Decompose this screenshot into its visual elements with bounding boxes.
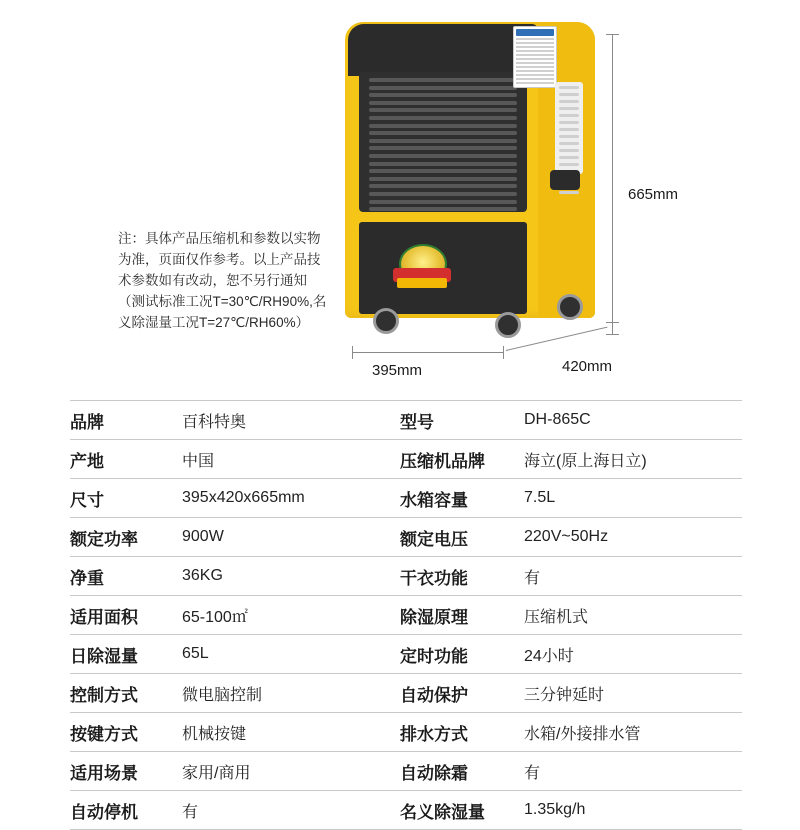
spec-key: 尺寸 <box>70 479 182 518</box>
spec-value: 有 <box>182 791 400 830</box>
spec-key: 产地 <box>70 440 182 479</box>
energy-label-badge-icon <box>393 244 451 292</box>
side-exhaust-vent-icon <box>555 82 583 174</box>
spec-key: 额定功率 <box>70 518 182 557</box>
table-row <box>70 635 742 674</box>
product-note-text: 注：具体产品压缩机和参数以实物为准，页面仅作参考。以上产品技术参数如有改动，恕不另行通知（测试标准工况T=30℃/RH90%,名义除湿量工况T=27℃/RH60%） <box>118 231 327 330</box>
spec-key: 控制方式 <box>70 674 182 713</box>
specification-table <box>70 400 742 830</box>
spec-value: 65-100㎡ <box>182 596 400 635</box>
caster-wheel-icon <box>557 294 583 320</box>
height-dimension-tick-top <box>606 34 619 35</box>
table-row <box>70 479 742 518</box>
spec-key: 适用面积 <box>70 596 182 635</box>
machine-top-panel <box>348 24 538 76</box>
carry-handle-icon <box>550 170 580 190</box>
table-row <box>70 791 742 830</box>
spec-key: 自动停机 <box>70 791 182 830</box>
spec-sticker-icon <box>513 26 557 88</box>
table-row <box>70 596 742 635</box>
width-dimension-label: 395mm <box>372 362 423 379</box>
spec-value: 中国 <box>182 440 400 479</box>
spec-key: 定时功能 <box>400 635 524 674</box>
spec-key: 额定电压 <box>400 518 524 557</box>
spec-value: 压缩机式 <box>524 596 742 635</box>
spec-value: 900W <box>182 518 400 557</box>
depth-dimension-tick-far <box>606 322 619 323</box>
table-row <box>70 518 742 557</box>
width-dimension-tick-left <box>352 346 353 359</box>
spec-key: 名义除湿量 <box>400 791 524 830</box>
spec-value: 百科特奥 <box>182 401 400 440</box>
spec-value: 三分钟延时 <box>524 674 742 713</box>
spec-value: 家用/商用 <box>182 752 400 791</box>
spec-key: 水箱容量 <box>400 479 524 518</box>
spec-key: 排水方式 <box>400 713 524 752</box>
spec-key: 品牌 <box>70 401 182 440</box>
spec-value: DH-865C <box>524 401 742 440</box>
height-dimension-label: 665mm <box>628 186 679 203</box>
spec-key: 净重 <box>70 557 182 596</box>
table-row <box>70 713 742 752</box>
caster-wheel-icon <box>373 308 399 334</box>
spec-value: 1.35kg/h <box>524 791 742 830</box>
spec-value: 有 <box>524 752 742 791</box>
table-row <box>70 401 742 440</box>
width-dimension-line <box>352 352 504 353</box>
table-row <box>70 557 742 596</box>
spec-value: 微电脑控制 <box>182 674 400 713</box>
spec-value: 有 <box>524 557 742 596</box>
spec-key: 除湿原理 <box>400 596 524 635</box>
spec-value: 机械按键 <box>182 713 400 752</box>
spec-key: 自动保护 <box>400 674 524 713</box>
spec-value: 水箱/外接排水管 <box>524 713 742 752</box>
spec-value: 24小时 <box>524 635 742 674</box>
air-intake-grille-icon <box>359 72 527 212</box>
spec-value: 395x420x665mm <box>182 479 400 518</box>
caster-wheel-icon <box>495 312 521 338</box>
spec-key: 自动除霜 <box>400 752 524 791</box>
height-dimension-line <box>612 34 613 334</box>
spec-key: 日除湿量 <box>70 635 182 674</box>
table-row <box>70 440 742 479</box>
table-row <box>70 674 742 713</box>
dehumidifier-image <box>345 22 595 332</box>
spec-key: 适用场景 <box>70 752 182 791</box>
height-dimension-tick-bottom <box>606 334 619 335</box>
width-dimension-tick-right <box>503 346 504 359</box>
product-illustration <box>0 0 800 400</box>
spec-key: 干衣功能 <box>400 557 524 596</box>
spec-value: 7.5L <box>524 479 742 518</box>
spec-key: 型号 <box>400 401 524 440</box>
specification-table-body <box>70 401 742 830</box>
spec-value: 海立(原上海日立) <box>524 440 742 479</box>
spec-value: 36KG <box>182 557 400 596</box>
spec-key: 压缩机品牌 <box>400 440 524 479</box>
spec-key: 按键方式 <box>70 713 182 752</box>
spec-value: 65L <box>182 635 400 674</box>
depth-dimension-label: 420mm <box>562 358 613 375</box>
table-row <box>70 752 742 791</box>
spec-value: 220V~50Hz <box>524 518 742 557</box>
